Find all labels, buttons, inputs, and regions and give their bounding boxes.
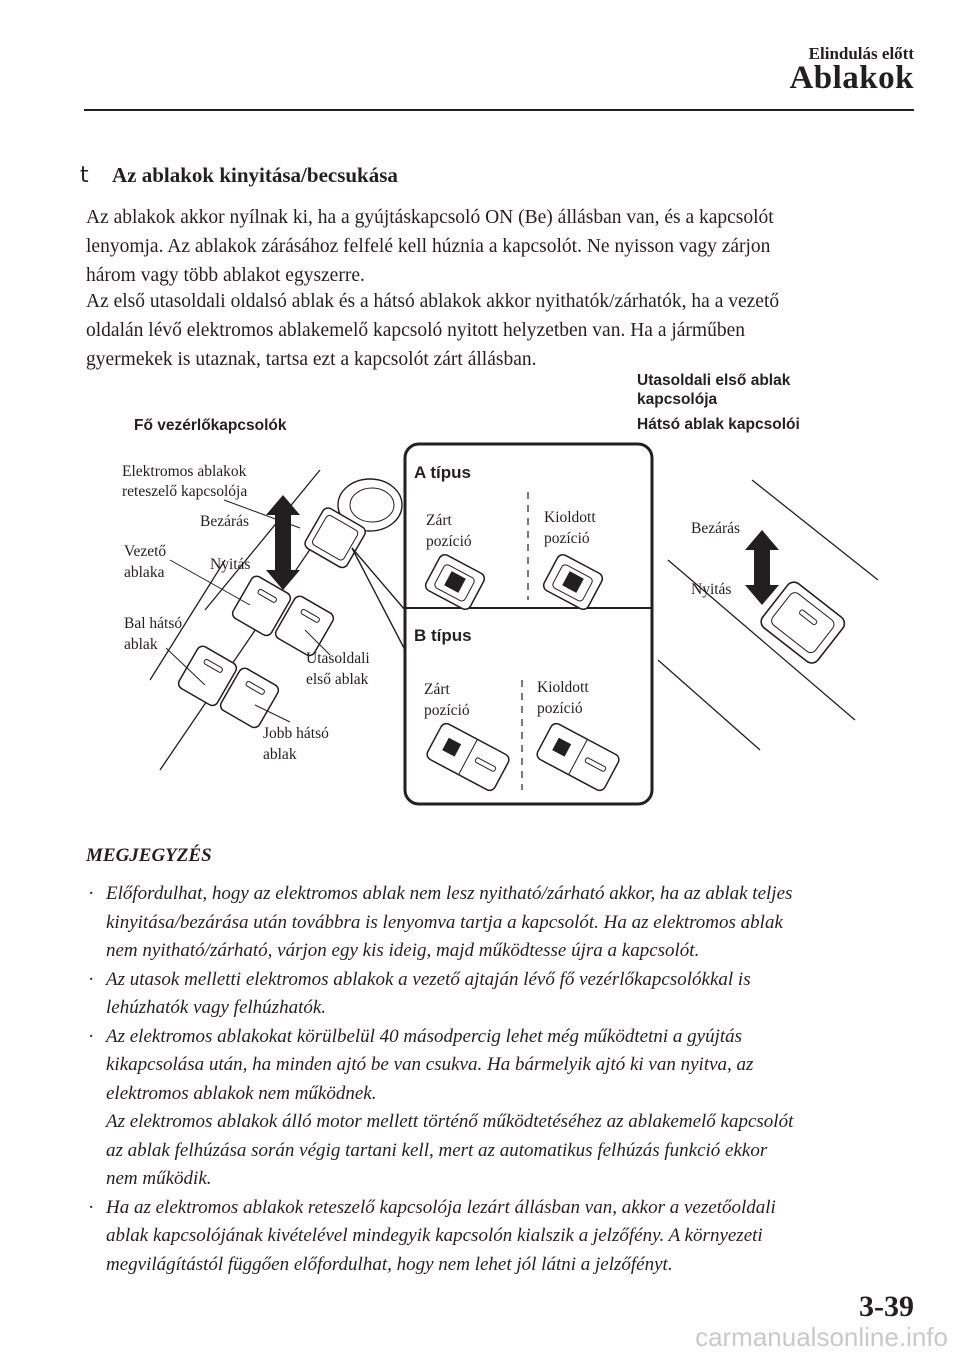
type-b-label: B típus [414, 626, 472, 645]
page-number: 3-39 [859, 1290, 914, 1323]
open-label: Nyitás [691, 581, 732, 598]
unlocked-position-label: pozíció [544, 530, 590, 547]
passenger-front-label: Utasoldali [306, 650, 370, 667]
unlocked-position-label: Kioldott [537, 679, 589, 696]
type-a-label: A típus [414, 463, 471, 482]
locked-position-label: Zárt [424, 681, 450, 698]
note-line: elektromos ablakok nem működnek. [106, 1082, 377, 1104]
locked-position-label: pozíció [424, 702, 470, 719]
right-rear-label: Jobb hátsó [263, 725, 329, 742]
driver-window-label: ablaka [124, 564, 165, 581]
chapter-title: Elindulás előtt [808, 44, 914, 63]
lock-switch-label: Elektromos ablakok [122, 463, 247, 480]
note-title: MEGJEGYZÉS [86, 845, 212, 866]
note-line: Ha az elektromos ablakok reteszelő kapcsolója lezárt állásban van, akkor a vezetőoldali [106, 1196, 776, 1218]
section-bullet-icon: t [80, 163, 89, 188]
locked-position-label: Zárt [426, 512, 452, 529]
note-line: lehúzhatók vagy felhúzhatók. [106, 997, 327, 1018]
unlocked-position-label: pozíció [537, 700, 583, 717]
note-line: az ablak felhúzása során végig tartani kell, mert az automatikus felhúzás funkció ekkor [106, 1139, 768, 1161]
note-item [86, 966, 926, 1023]
note-line: megvilágítástól függően előfordulhat, hogy nem lehet jól látni a jelzőfényt. [106, 1253, 673, 1275]
paragraph-line: Az első utasoldali oldalsó ablak és a hátsó ablakok akkor nyithatók/zárhatók, ha a vezető [86, 291, 780, 312]
bullet-icon: · [88, 1025, 95, 1047]
driver-window-label: Vezető [124, 543, 167, 560]
passenger-front-switch-label: kapcsolója [637, 391, 718, 408]
paragraph-1 [86, 203, 916, 290]
paragraph-line: lenyomja. Az ablakok zárásához felfelé kell húznia a kapcsolót. Ne nyisson vagy zárjon [86, 236, 771, 257]
rear-switches-label: Hátsó ablak kapcsolói [637, 416, 800, 433]
note-line: nem működik. [106, 1168, 212, 1189]
note-list [86, 880, 926, 1279]
note-line: kinyitása/bezárása után továbbra is lenyomva tartja a kapcsolót. Ha az elektromos ablak [106, 911, 783, 933]
unlocked-position-label: Kioldott [544, 509, 596, 526]
lock-switch-types-box [405, 444, 652, 804]
bullet-icon: · [88, 1196, 95, 1218]
note-line: Az utasok melletti elektromos ablakok a vezető ajtaján lévő fő vezérlőkapcsolókkal is [106, 968, 751, 990]
note-line: Az elektromos ablakok álló motor mellett történő működtetéséhez az ablakemelő kapcsolót [106, 1111, 794, 1132]
paragraph-line: Az ablakok akkor nyílnak ki, ha a gyújtáskapcsoló ON (Be) állásban van, és a kapcsolót [86, 207, 774, 228]
paragraph-line: három vagy több ablakot egyszerre. [86, 265, 365, 286]
up-down-arrow-icon [745, 530, 779, 605]
passenger-front-switch-label: Utasoldali első ablak [637, 372, 791, 389]
note-line: nem nyitható/zárható, várjon egy kis ideig, majd működtesse újra a kapcsolót. [106, 940, 700, 961]
bullet-icon: · [88, 968, 95, 990]
note-item [86, 880, 926, 966]
left-rear-label: ablak [124, 636, 158, 653]
passenger-front-label: első ablak [306, 671, 369, 688]
footer-watermark[interactable]: carmanualsonline.info [695, 1322, 948, 1352]
up-down-arrow-icon [266, 495, 300, 590]
lock-switch-label: reteszelő kapcsolója [122, 483, 248, 500]
section-heading: Ablakok [789, 60, 914, 96]
note-item [86, 1194, 926, 1280]
open-label: Nyitás [210, 556, 251, 573]
note-item [86, 1023, 926, 1194]
right-rear-label: ablak [263, 746, 297, 763]
window-switch-diagram [0, 360, 960, 830]
paragraph-line: oldalán lévő elektromos ablakemelő kapcsoló nyitott helyzetben van. Ha a járműben [86, 320, 745, 341]
note-line: kikapcsolása után, ha minden ajtó be van csukva. Ha bármelyik ajtó ki van nyitva, az [106, 1054, 754, 1075]
main-switches-label: Fő vezérlőkapcsolók [134, 417, 287, 434]
subsection-title: Az ablakok kinyitása/becsukása [112, 163, 398, 187]
left-rear-label: Bal hátsó [124, 615, 183, 632]
paragraph-line: gyermekek is utaznak, tartsa ezt a kapcsolót zárt állásban. [86, 349, 537, 370]
close-label: Bezárás [200, 513, 250, 530]
header-divider [84, 109, 914, 111]
note-line: ablak kapcsolójának kivételével mindegyik kapcsolón kialszik a jelzőfény. A környezeti [106, 1225, 763, 1246]
note-line: Előfordulhat, hogy az elektromos ablak nem lesz nyitható/zárható akkor, ha az ablak teljes [106, 883, 793, 904]
bullet-icon: · [88, 883, 95, 904]
note-line: Az elektromos ablakokat körülbelül 40 másodpercig lehet még működtetni a gyújtás [106, 1025, 743, 1047]
close-label: Bezárás [691, 520, 741, 537]
locked-position-label: pozíció [426, 533, 472, 550]
